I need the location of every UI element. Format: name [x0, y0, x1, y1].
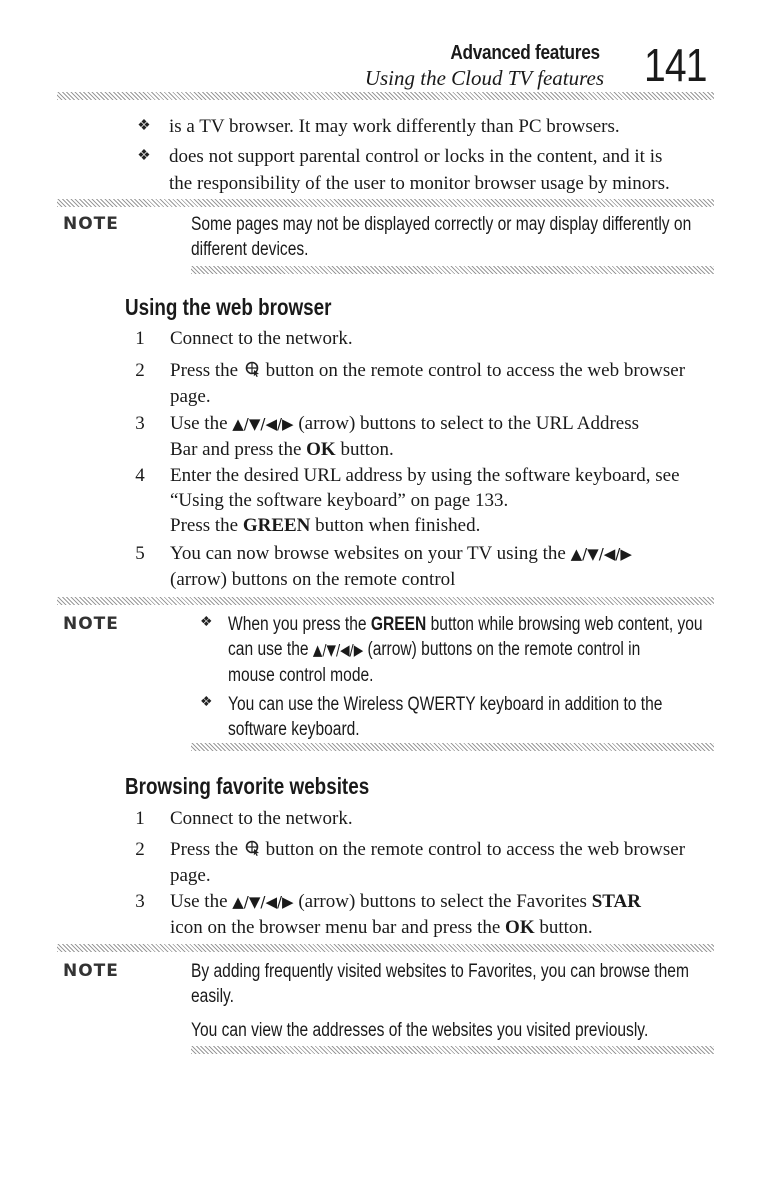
note-text-line: By adding frequently visited websites to Favorites, you can browse them — [191, 961, 689, 982]
step-text: (arrow) buttons to select the Favorites — [298, 891, 587, 912]
step-text: (arrow) buttons on the remote control — [170, 569, 456, 590]
green-button-label: GREEN — [370, 614, 427, 635]
note-rule-top — [57, 944, 714, 952]
web-browser-button-icon — [243, 838, 261, 863]
note-rule-bottom — [191, 1046, 714, 1054]
note-label: NOTE — [63, 614, 119, 634]
step-text: Use the — [170, 413, 228, 434]
step-text: page. — [170, 386, 211, 407]
step-number: 4 — [135, 465, 145, 486]
step-text: Press the — [170, 360, 239, 381]
header-rule — [57, 92, 714, 100]
step-text: Press the — [170, 515, 239, 536]
web-browser-button-icon — [243, 359, 261, 384]
step-text: Enter the desired URL address by using the software keyboard, see — [170, 465, 680, 486]
note-rule-top — [57, 199, 714, 207]
step-text: “Using the software keyboard” on page 133. — [170, 490, 509, 511]
step-text: button when finished. — [315, 515, 481, 536]
step-item — [130, 411, 730, 462]
arrow-buttons-icon: ▲/▼/◀/▶ — [232, 893, 294, 911]
note-text: button while browsing web content, you — [430, 614, 703, 635]
diamond-bullet-icon: ❖ — [137, 118, 151, 134]
arrow-buttons-icon: ▲/▼/◀/▶ — [312, 641, 364, 659]
step-number: 3 — [135, 413, 145, 434]
note-text-line: Some pages may not be displayed correctly or may display differently on — [191, 214, 692, 235]
step-text: You can now browse websites on your TV using the — [170, 543, 566, 564]
note-text: software keyboard. — [228, 719, 360, 740]
bullet-text: is a TV browser. It may work differently than PC browsers. — [169, 116, 620, 137]
section-heading: Using the web browser — [125, 294, 332, 320]
star-label: STAR — [591, 891, 641, 912]
page-number: 141 — [644, 39, 707, 91]
note-label: NOTE — [63, 961, 119, 981]
step-item — [130, 326, 730, 351]
step-text: (arrow) buttons to select to the URL Address — [298, 413, 640, 434]
note-text — [191, 959, 716, 1043]
step-number: 2 — [135, 839, 145, 860]
step-text: button. — [340, 439, 394, 460]
note-text-line: easily. — [191, 986, 235, 1007]
bullet-item — [134, 143, 734, 197]
note-label: NOTE — [63, 214, 119, 234]
step-text: icon on the browser menu bar and press the — [170, 917, 501, 938]
step-text: Connect to the network. — [170, 328, 353, 349]
ok-button-label: OK — [505, 917, 535, 938]
step-item — [130, 889, 730, 940]
step-text: button on the remote control to access the web browser — [265, 839, 686, 860]
step-item — [130, 463, 730, 538]
arrow-buttons-icon: ▲/▼/◀/▶ — [570, 545, 632, 563]
step-text: Connect to the network. — [170, 808, 353, 829]
note-text-line: different devices. — [191, 239, 309, 260]
green-button-label: GREEN — [242, 515, 311, 536]
note-text — [191, 212, 716, 262]
note-text-line: You can view the addresses of the websites you visited previously. — [191, 1020, 649, 1041]
arrow-buttons-icon: ▲/▼/◀/▶ — [232, 415, 294, 433]
note-text: When you press the — [228, 614, 367, 635]
note-text: (arrow) buttons on the remote control in — [367, 639, 641, 660]
step-text: button on the remote control to access the web browser — [265, 360, 686, 381]
diamond-bullet-icon: ❖ — [200, 615, 213, 630]
step-item — [130, 806, 730, 831]
running-header-section: Advanced features — [450, 42, 600, 64]
step-text: button. — [539, 917, 593, 938]
running-header-chapter: Using the Cloud TV features — [364, 66, 604, 90]
bullet-item — [134, 113, 734, 140]
step-text: Press the — [170, 839, 239, 860]
step-number: 5 — [135, 543, 145, 564]
note-rule-bottom — [191, 743, 714, 751]
note-text: mouse control mode. — [228, 665, 374, 686]
ok-button-label: OK — [306, 439, 336, 460]
section-heading: Browsing favorite websites — [125, 773, 370, 799]
bullet-text-line: does not support parental control or locks in the content, and it is — [169, 146, 663, 167]
note-text: can use the — [228, 639, 309, 660]
note-text: You can use the Wireless QWERTY keyboard in addition to the — [228, 694, 663, 715]
diamond-bullet-icon: ❖ — [137, 148, 151, 164]
step-number: 2 — [135, 360, 145, 381]
step-item — [130, 358, 730, 409]
diamond-bullet-icon: ❖ — [200, 695, 213, 710]
bullet-text-line: the responsibility of the user to monitor browser usage by minors. — [169, 173, 670, 194]
step-item — [130, 837, 730, 888]
note-rule-bottom — [191, 266, 714, 274]
step-text: page. — [170, 865, 211, 886]
note-rule-top — [57, 597, 714, 605]
step-item — [130, 541, 730, 592]
step-number: 3 — [135, 891, 145, 912]
step-number: 1 — [135, 328, 145, 349]
step-number: 1 — [135, 808, 145, 829]
step-text: Bar and press the — [170, 439, 302, 460]
step-text: Use the — [170, 891, 228, 912]
